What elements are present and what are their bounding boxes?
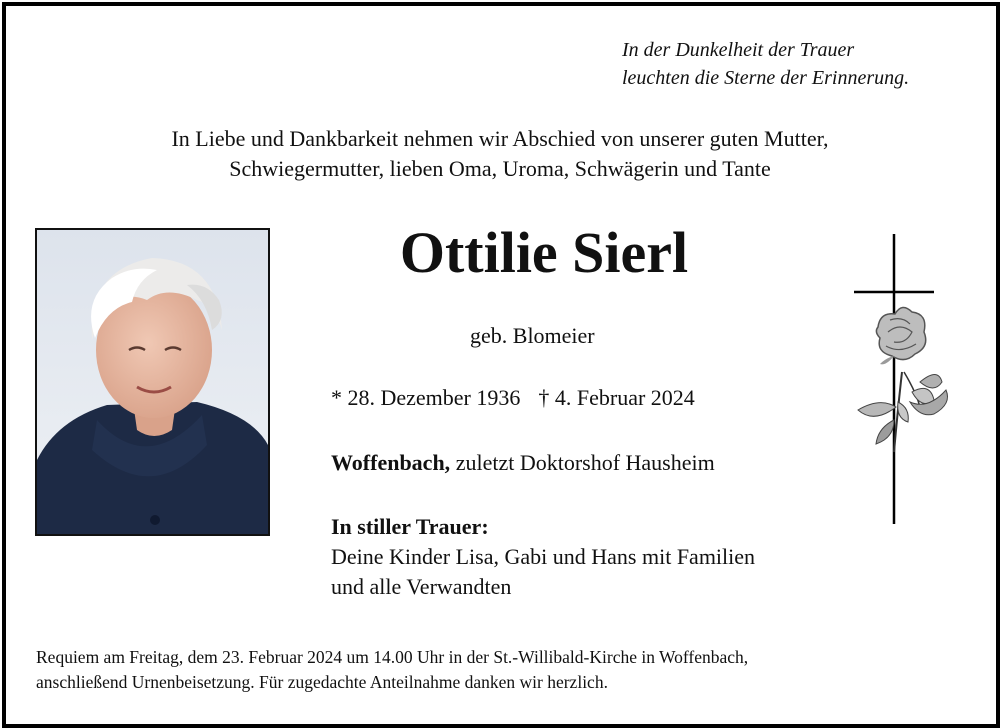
intro-line-2: Schwiegermutter, lieben Oma, Uroma, Schwägerin und Tante [229, 156, 771, 181]
life-dates [331, 385, 695, 411]
service-line-1: Requiem am Freitag, dem 23. Februar 2024 um 14.00 Uhr in der St.-Willibald-Kirche in Woffenbach, [36, 647, 749, 667]
quote-line-2: leuchten die Sterne der Erinnerung. [622, 67, 910, 89]
mourners-block [331, 512, 755, 602]
birth-date: * 28. Dezember 1936 [331, 385, 521, 410]
residence-town: Woffenbach, [331, 450, 451, 475]
service-info [36, 645, 748, 695]
mourners-line-1: Deine Kinder Lisa, Gabi und Hans mit Familien [331, 544, 756, 569]
mourners-line-2: und alle Verwandten [331, 574, 512, 599]
birth-name: geb. Blomeier [470, 323, 595, 348]
mourning-heading: In stiller Trauer: [331, 514, 489, 539]
residence [331, 450, 715, 476]
intro-text [0, 124, 1000, 184]
death-date: † 4. Februar 2024 [538, 385, 695, 410]
deceased-name: Ottilie Sierl [399, 220, 689, 285]
intro-line-1: In Liebe und Dankbarkeit nehmen wir Abschied von unserer guten Mutter, [171, 126, 829, 151]
quote-line-1: In der Dunkelheit der Trauer [622, 39, 855, 61]
memorial-quote [622, 36, 909, 92]
residence-last: zuletzt Doktorshof Hausheim [450, 450, 715, 475]
cross-with-rose-icon [850, 232, 960, 528]
service-line-2: anschließend Urnenbeisetzung. Für zugedachte Anteilnahme danken wir herzlich. [36, 672, 608, 692]
